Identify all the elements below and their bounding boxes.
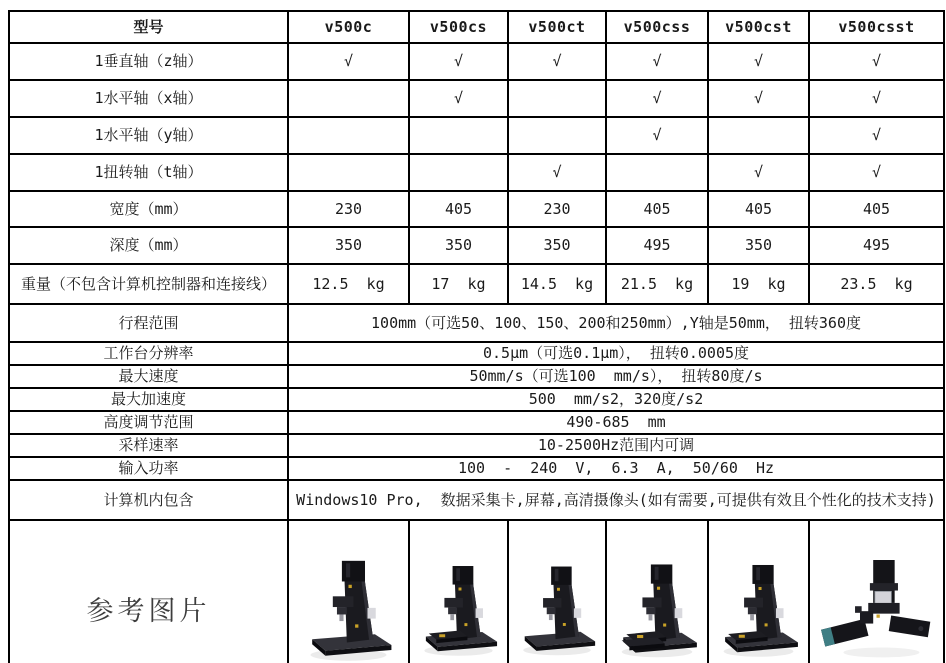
- row-label-max-acceleration: 最大加速度: [9, 388, 288, 411]
- value-cell: 405: [708, 191, 809, 227]
- value-cell: 21.5 kg: [606, 264, 708, 304]
- row-label-weight: 重量（不包含计算机控制器和连接线）: [9, 264, 288, 304]
- check-cell: [288, 117, 409, 154]
- value-cell: 230: [288, 191, 409, 227]
- table-row-sampling-rate: [9, 434, 944, 457]
- test-stand-one-stage-icon: [414, 560, 503, 663]
- value-cell: 350: [508, 227, 606, 264]
- header-model-v500ct: v500ct: [508, 11, 606, 43]
- value-cell: 405: [606, 191, 708, 227]
- value-cell-stage-resolution: 0.5μm（可选0.1μm）， 扭转0.0005度: [288, 342, 944, 365]
- check-cell: √: [288, 43, 409, 80]
- table-row-travel-range: [9, 304, 944, 342]
- check-cell: √: [809, 117, 944, 154]
- table-row-computer-includes: [9, 480, 944, 520]
- header-model-label: 型号: [9, 11, 288, 43]
- check-cell: √: [708, 80, 809, 117]
- row-label-y-axis: 1水平轴（y轴）: [9, 117, 288, 154]
- check-cell: [409, 117, 508, 154]
- value-cell: 495: [606, 227, 708, 264]
- check-cell: √: [809, 80, 944, 117]
- row-label-x-axis: 1水平轴（x轴）: [9, 80, 288, 117]
- product-photo-v500cst: [708, 520, 809, 663]
- check-cell: [708, 117, 809, 154]
- table-row-z-axis: [9, 43, 944, 80]
- check-cell: √: [508, 154, 606, 191]
- row-label-computer-includes: 计算机内包含: [9, 480, 288, 520]
- header-model-v500c: v500c: [288, 11, 409, 43]
- value-cell: 17 kg: [409, 264, 508, 304]
- check-cell: √: [809, 43, 944, 80]
- value-cell: 350: [409, 227, 508, 264]
- row-label-z-axis: 1垂直轴（z轴）: [9, 43, 288, 80]
- value-cell: 405: [409, 191, 508, 227]
- check-cell: √: [409, 43, 508, 80]
- test-head-closeup-icon: [814, 560, 939, 663]
- table-row-stage-resolution: [9, 342, 944, 365]
- check-cell: √: [508, 43, 606, 80]
- check-cell: [508, 117, 606, 154]
- table-row-t-axis: [9, 154, 944, 191]
- row-label-depth: 深度（mm）: [9, 227, 288, 264]
- table-row-width: [9, 191, 944, 227]
- table-row-max-speed: [9, 365, 944, 388]
- value-cell: 12.5 kg: [288, 264, 409, 304]
- row-label-t-axis: 1扭转轴（t轴）: [9, 154, 288, 191]
- value-cell-input-power: 100 - 240 V, 6.3 A, 50/60 Hz: [288, 457, 944, 480]
- value-cell: 405: [809, 191, 944, 227]
- check-cell: √: [708, 43, 809, 80]
- row-label-input-power: 输入功率: [9, 457, 288, 480]
- table-row-header: [9, 11, 944, 43]
- test-stand-one-stage-icon: [713, 560, 804, 663]
- check-cell: [508, 80, 606, 117]
- table-row-y-axis: [9, 117, 944, 154]
- product-photo-v500c: [288, 520, 409, 663]
- check-cell: √: [606, 80, 708, 117]
- row-label-reference-pictures: 参考图片: [9, 520, 288, 663]
- row-label-stage-resolution: 工作台分辨率: [9, 342, 288, 365]
- test-stand-two-stage-icon: [611, 560, 703, 663]
- check-cell: √: [809, 154, 944, 191]
- row-label-travel-range: 行程范围: [9, 304, 288, 342]
- row-label-height-adjust-range: 高度调节范围: [9, 411, 288, 434]
- product-photo-v500cs: [409, 520, 508, 663]
- value-cell: 350: [288, 227, 409, 264]
- value-cell-sampling-rate: 10-2500Hz范围内可调: [288, 434, 944, 457]
- header-model-v500csst: v500csst: [809, 11, 944, 43]
- value-cell-computer-includes: Windows10 Pro, 数据采集卡,屏幕,高清摄像头(如有需要,可提供有效且个性化的技术支持): [288, 480, 944, 520]
- value-cell-height-adjust-range: 490-685 mm: [288, 411, 944, 434]
- value-cell: 230: [508, 191, 606, 227]
- check-cell: [409, 154, 508, 191]
- product-photo-v500css: [606, 520, 708, 663]
- value-cell-max-speed: 50mm/s（可选100 mm/s）， 扭转80度/s: [288, 365, 944, 388]
- row-label-width: 宽度（mm）: [9, 191, 288, 227]
- header-model-v500cst: v500cst: [708, 11, 809, 43]
- table-row-max-acceleration: [9, 388, 944, 411]
- value-cell: 495: [809, 227, 944, 264]
- check-cell: √: [708, 154, 809, 191]
- value-cell-travel-range: 100mm（可选50、100、150、200和250mm）,Y轴是50mm， 扭转360度: [288, 304, 944, 342]
- check-cell: √: [409, 80, 508, 117]
- test-stand-flat-base-icon: [293, 560, 404, 663]
- value-cell: 14.5 kg: [508, 264, 606, 304]
- check-cell: √: [606, 117, 708, 154]
- value-cell-max-acceleration: 500 mm/s2，320度/s2: [288, 388, 944, 411]
- table-row-x-axis: [9, 80, 944, 117]
- header-model-v500css: v500css: [606, 11, 708, 43]
- table-row-depth: [9, 227, 944, 264]
- product-photo-v500csst: [809, 520, 944, 663]
- check-cell: [606, 154, 708, 191]
- table-row-height-adjust-range: [9, 411, 944, 434]
- check-cell: √: [606, 43, 708, 80]
- value-cell: 350: [708, 227, 809, 264]
- value-cell: 23.5 kg: [809, 264, 944, 304]
- check-cell: [288, 80, 409, 117]
- table-row-reference-pictures: [9, 520, 944, 663]
- header-model-v500cs: v500cs: [409, 11, 508, 43]
- row-label-max-speed: 最大速度: [9, 365, 288, 388]
- check-cell: [288, 154, 409, 191]
- table-row-input-power: [9, 457, 944, 480]
- product-photo-v500ct: [508, 520, 606, 663]
- table-row-weight: [9, 264, 944, 304]
- test-stand-flat-base-icon: [513, 560, 601, 663]
- row-label-sampling-rate: 采样速率: [9, 434, 288, 457]
- value-cell: 19 kg: [708, 264, 809, 304]
- product-spec-table: [8, 10, 945, 663]
